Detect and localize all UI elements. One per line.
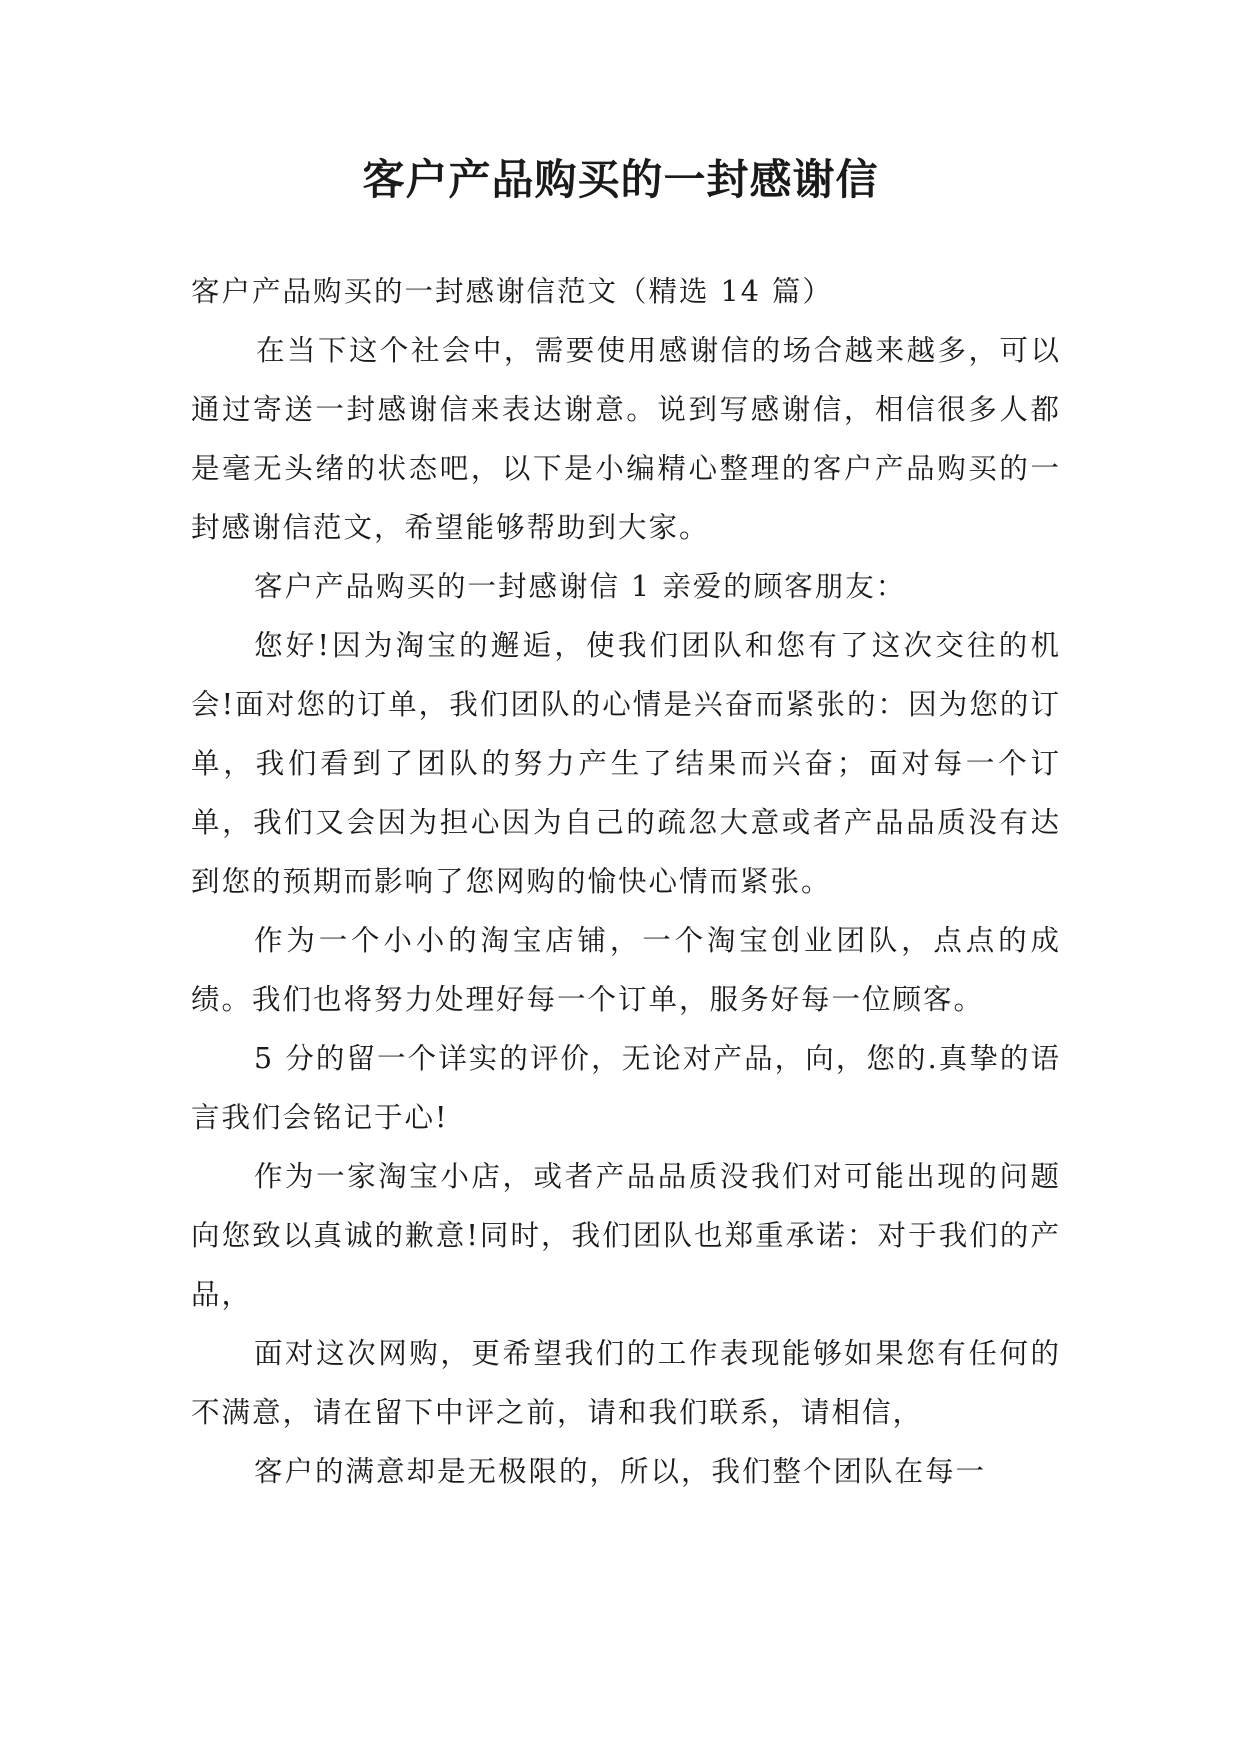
document-subtitle: 客户产品购买的一封感谢信范文（精选 14 篇） xyxy=(191,275,833,308)
paragraph-apology: 作为一家淘宝小店，或者产品品质没我们对可能出现的问题向您致以真诚的歉意!同时，我们团队也郑重承诺：对于我们的产品， xyxy=(191,1160,1061,1311)
paragraph-satisfaction: 客户的满意却是无极限的，所以，我们整个团队在每一 xyxy=(254,1455,987,1488)
paragraph-intro: 在当下这个社会中，需要使用感谢信的场合越来越多，可以通过寄送一封感谢信来表达谢意。说到写感谢信，相信很多人都是毫无头绪的状态吧，以下是小编精心整理的客户产品购买的一封感谢信范文，希望能够帮助到大家。 xyxy=(191,334,1061,544)
document-body xyxy=(191,262,1061,1501)
paragraph-rating: 5 分的留一个详实的评价，无论对产品，向，您的.真挚的语言我们会铭记于心! xyxy=(191,1042,1061,1134)
paragraph-hello: 您好!因为淘宝的邂逅，使我们团队和您有了这次交往的机会!面对您的订单，我们团队的心情是兴奋而紧张的：因为您的订单，我们看到了团队的努力产生了结果而兴奋；面对每一个订单，我们又会因为担心因为自己的疏忽大意或者产品品质没有达到您的预期而影响了您网购的愉快心情而紧张。 xyxy=(191,629,1061,898)
document-title: 客户产品购买的一封感谢信 xyxy=(362,155,879,204)
paragraph-greeting: 客户产品购买的一封感谢信 1 亲爱的顾客朋友： xyxy=(254,570,907,603)
paragraph-contact: 面对这次网购，更希望我们的工作表现能够如果您有任何的不满意，请在留下中评之前，请和我们联系，请相信， xyxy=(191,1337,1061,1429)
paragraph-store: 作为一个小小的淘宝店铺，一个淘宝创业团队，点点的成绩。我们也将努力处理好每一个订单，服务好每一位顾客。 xyxy=(191,924,1061,1016)
